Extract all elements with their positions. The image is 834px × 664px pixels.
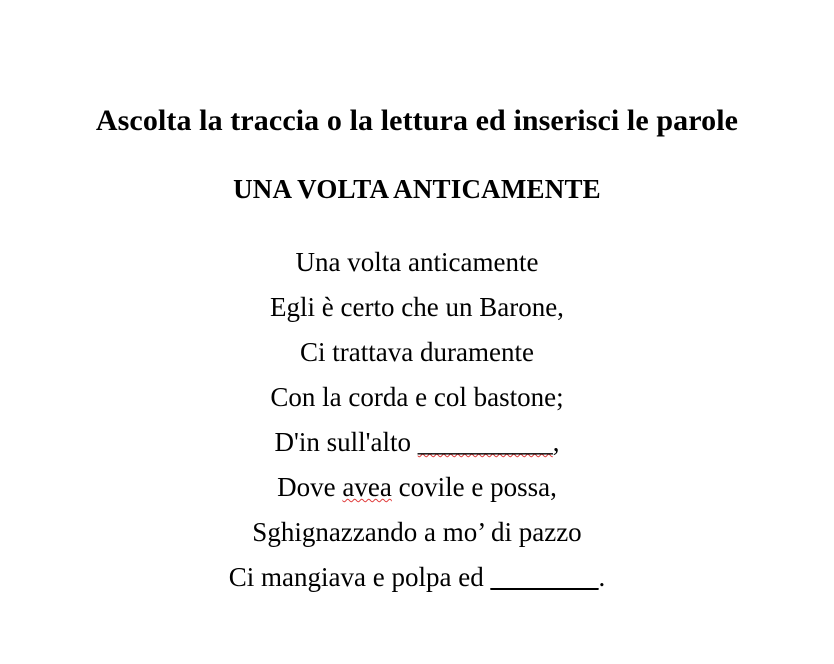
- fill-in-blank[interactable]: ________: [490, 562, 599, 592]
- poem-line-with-blank: [0, 555, 834, 600]
- poem-body: [0, 240, 834, 600]
- poem-line: [0, 285, 834, 330]
- poem-line-text-before: Ci mangiava e polpa ed: [228, 562, 491, 592]
- poem-line-text-after: covile e possa,: [391, 472, 557, 502]
- poem-line-text-after: ,: [552, 427, 560, 457]
- poem-line-with-blank: [0, 420, 834, 465]
- poem-line: [0, 375, 834, 420]
- fill-in-blank[interactable]: __________: [417, 427, 553, 457]
- poem-line-text: Una volta anticamente: [295, 247, 539, 277]
- instruction-heading: Ascolta la traccia o la lettura ed inserisci le parole: [95, 104, 739, 137]
- poem-line-text: Egli è certo che un Barone,: [270, 292, 564, 322]
- poem-line-text-before: Dove: [277, 472, 343, 502]
- poem-line: [0, 330, 834, 375]
- poem-line-text-before: D'in sull'alto: [274, 427, 418, 457]
- poem-title: UNA VOLTA ANTICAMENTE: [233, 174, 601, 204]
- poem-line: [0, 240, 834, 285]
- poem-line-text: Sghignazzando a mo’ di pazzo: [252, 517, 582, 547]
- spellcheck-word: avea: [342, 472, 392, 502]
- poem-line-text: Ci trattava duramente: [300, 337, 534, 367]
- poem-line-text: Con la corda e col bastone;: [270, 382, 564, 412]
- poem-line-with-spellcheck: [0, 465, 834, 510]
- poem-line-text-after: .: [598, 562, 606, 592]
- poem-line: [0, 510, 834, 555]
